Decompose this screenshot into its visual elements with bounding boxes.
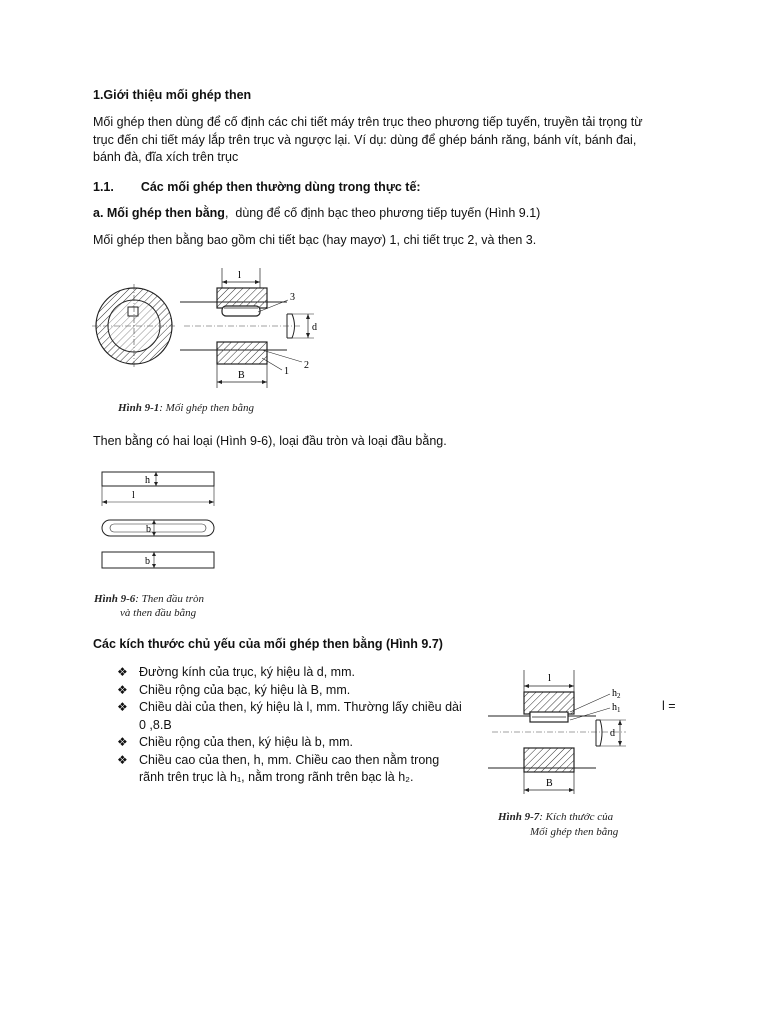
fig97-label-d: d bbox=[610, 728, 615, 739]
length-formula-trailing: l = bbox=[662, 699, 676, 713]
figure-9-7 bbox=[486, 664, 646, 844]
list-item: ❖ Chiều rộng của bạc, ký hiệu là B, mm. bbox=[117, 682, 497, 700]
intro-line: Mối ghép then dùng để cố định các chi tiết máy trên trục theo phương tiếp tuyến, truyền tải trọng từ bbox=[93, 115, 643, 129]
fig96-caption-line2: và then đầu bằng bbox=[120, 607, 197, 619]
flat-key-line bbox=[93, 206, 540, 220]
figure-9-1 bbox=[92, 262, 332, 422]
types-sentence: Then bằng có hai loại (Hình 9-6), loại đầu tròn và loại đầu bằng. bbox=[93, 434, 447, 448]
figure-9-1-caption bbox=[118, 402, 254, 414]
dimensions-title: Các kích thước chủ yếu của mối ghép then bằng (Hình 9.7) bbox=[93, 637, 443, 651]
fig97-caption-line2: Mối ghép then bằng bbox=[530, 826, 619, 838]
list-item: ❖ Chiều dài của then, ký hiệu là l, mm. Thường lấy chiều dài 0 ,8.B bbox=[117, 700, 462, 732]
bullet-icon: ❖ bbox=[117, 752, 128, 767]
subsection-number: 1.1. bbox=[93, 180, 114, 194]
list-item: ❖ Chiều cao của then, h, mm. Chiều cao then nằm trong rãnh trên trục là h₁, nằm trong rãnh trên bạc là h₂. bbox=[117, 752, 440, 784]
fig91-label-1: 1 bbox=[284, 366, 289, 377]
fig91-caption-text: : Mối ghép then bằng bbox=[159, 402, 254, 414]
intro-line: bánh đà, đĩa xích trên trục bbox=[93, 150, 239, 164]
figure-9-1-drawing bbox=[92, 262, 332, 422]
fig97-caption-num: Hình 9-7 bbox=[498, 811, 540, 823]
fig96-label-b1: b bbox=[146, 524, 151, 535]
intro-paragraph bbox=[93, 114, 693, 167]
figure-9-6-caption bbox=[94, 592, 204, 620]
figure-9-6-drawing bbox=[92, 466, 232, 590]
fig97-label-h1: $h_1$ bbox=[612, 702, 621, 714]
list-item: ❖ Đường kính của trục, ký hiệu là d, mm. bbox=[117, 664, 497, 682]
fig96-label-l: l bbox=[132, 490, 135, 501]
flat-key-components: Mối ghép then bằng bao gồm chi tiết bạc (hay mayơ) 1, chi tiết trục 2, và then 3. bbox=[93, 233, 537, 247]
fig97-label-h2: $h_2$ bbox=[612, 688, 621, 700]
fig96-label-h: h bbox=[145, 475, 150, 486]
fig96-label-b2: b bbox=[145, 556, 150, 567]
fig91-label-B: B bbox=[238, 370, 245, 381]
fig91-label-3: 3 bbox=[290, 292, 295, 303]
fig91-label-l: l bbox=[238, 269, 242, 281]
flat-key-label: a. Mối ghép then bằng bbox=[93, 206, 225, 220]
figure-9-7-drawing bbox=[486, 664, 646, 804]
fig97-label-l: l bbox=[548, 672, 552, 684]
fig91-label-d: d bbox=[312, 322, 317, 333]
intro-line: trục đến chi tiết máy lắp trên trục và ngược lại. Ví dụ: dùng để ghép bánh răng, bánh vít, bánh đai, bbox=[93, 132, 637, 147]
fig96-caption-text: : Then đầu tròn bbox=[135, 593, 205, 605]
fig96-caption-num: Hình 9-6 bbox=[94, 593, 136, 605]
fig97-label-B: B bbox=[546, 778, 553, 789]
figure-9-7-caption bbox=[498, 810, 618, 840]
bullet-icon: ❖ bbox=[117, 665, 128, 679]
fig91-label-2: 2 bbox=[304, 360, 309, 371]
fig91-caption-num: Hình 9-1 bbox=[118, 402, 160, 414]
bullet-icon: ❖ bbox=[117, 735, 128, 749]
fig97-caption-text: : Kích thước của bbox=[539, 811, 614, 823]
list-item: ❖ Chiều rộng của then, ký hiệu là b, mm. bbox=[117, 734, 497, 752]
subsection-title: Các mối ghép then thường dùng trong thực tế: bbox=[140, 180, 421, 194]
subsection-heading bbox=[93, 180, 421, 194]
bullet-icon: ❖ bbox=[117, 682, 128, 697]
section-title: 1.Giới thiệu mối ghép then bbox=[93, 88, 252, 102]
figure-9-6 bbox=[92, 466, 232, 624]
flat-key-desc: , dùng để cố định bạc theo phương tiếp tuyến (Hình 9.1) bbox=[224, 206, 541, 220]
dimension-list bbox=[117, 664, 497, 787]
bullet-icon: ❖ bbox=[117, 700, 128, 714]
